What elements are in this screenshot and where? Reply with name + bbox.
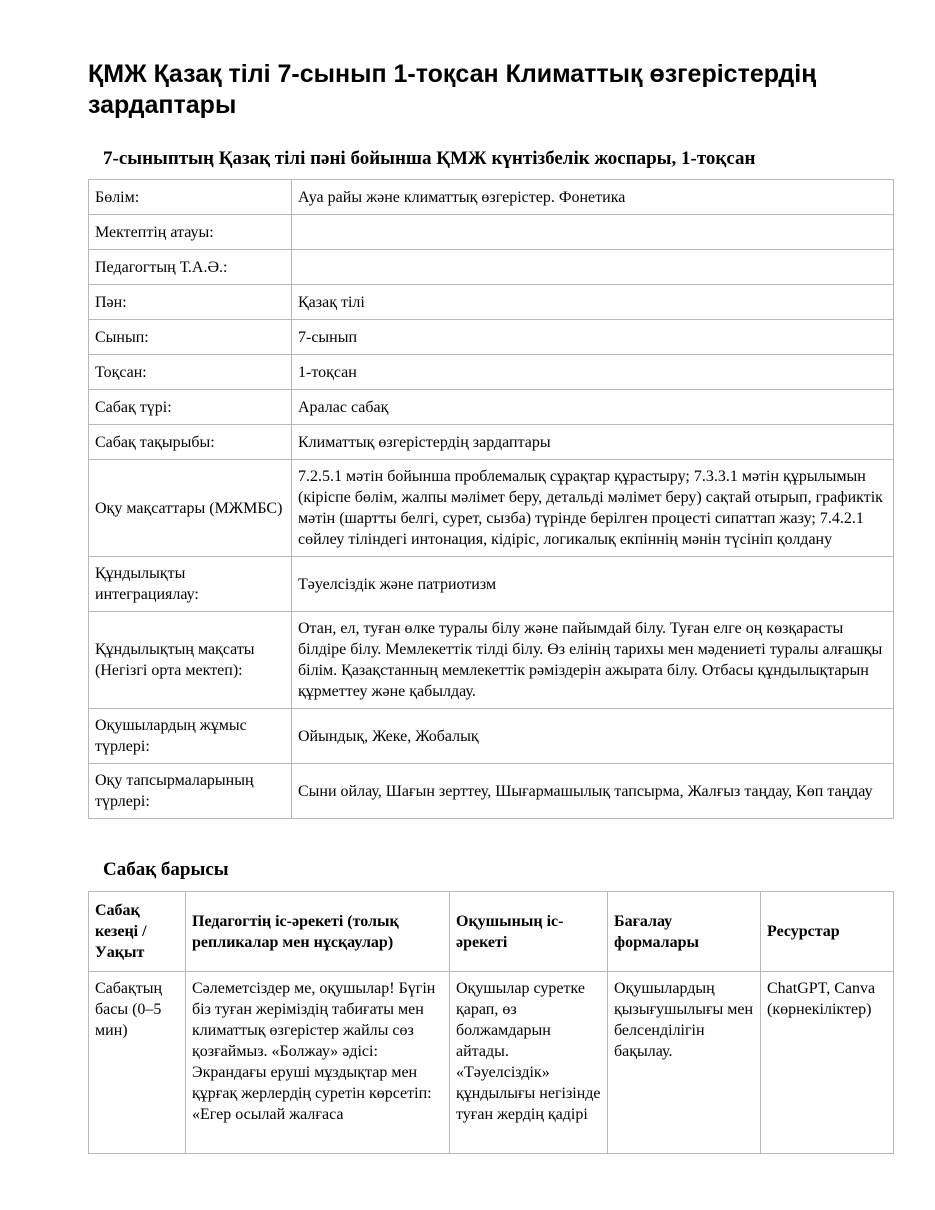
info-value: Ауа райы және климаттық өзгерістер. Фонетика <box>292 180 894 215</box>
stage-cell <box>89 972 186 1154</box>
teacher-activity-text: Сәлеметсіздер ме, оқушылар! Бүгін біз туған жеріміздің табиғаты мен климаттық өзгерістер жайлы сөз қозғаймыз. «Болжау» әдісі: Экрандағы еруші мұздықтар мен құрғақ жерлердің суретін көрсетіп: «Егер осылай жалғаса <box>192 980 436 1123</box>
info-row-value-integration <box>89 557 894 612</box>
info-row-section <box>89 180 894 215</box>
document-title: ҚМЖ Қазақ тілі 7-сынып 1-тоқсан Климаттық өзгерістердің зардаптары <box>88 60 817 119</box>
column-header-student-activity: Оқушының іс-әрекеті <box>450 892 608 972</box>
info-label: Құндылықтың мақсаты (Негізгі орта мектеп): <box>89 612 292 709</box>
stage-text: Сабақтың басы (0–5 мин) <box>95 980 163 1039</box>
info-value: 7.2.5.1 мәтін бойынша проблемалық сұрақтар құрастыру; 7.3.3.1 мәтін құрылымын (кіріспе бөлім, жалпы мәлімет беру, детальді мәлімет беру) сақтай отырып, графиктік мәтін (шартты белгі, сурет, сызба) түрінде берілген процесті сипаттап жазу; 7.4.2.1 сөйлеу тіліндегі интонация, кідіріс, логикалық екпіннің мәнін түсініп қолдану <box>292 460 894 557</box>
info-row-work-types <box>89 709 894 764</box>
lesson-progress-heading: Сабақ барысы <box>103 859 229 880</box>
info-label: Тоқсан: <box>89 355 292 390</box>
resources-cell <box>761 972 894 1154</box>
column-header-resources: Ресурстар <box>761 892 894 972</box>
info-value: Аралас сабақ <box>292 390 894 425</box>
info-label: Сабақ түрі: <box>89 390 292 425</box>
info-label: Мектептің атауы: <box>89 215 292 250</box>
info-row-grade <box>89 320 894 355</box>
column-header-assessment: Бағалау формалары <box>608 892 761 972</box>
student-activity-cell <box>450 972 608 1154</box>
info-label: Оқу тапсырмаларының түрлері: <box>89 764 292 819</box>
info-label: Сабақ тақырыбы: <box>89 425 292 460</box>
info-label: Бөлім: <box>89 180 292 215</box>
lesson-progress-table <box>88 891 894 1154</box>
info-value: 1-тоқсан <box>292 355 894 390</box>
info-row-learning-objectives <box>89 460 894 557</box>
info-row-lesson-type <box>89 390 894 425</box>
column-header-stage: Сабақ кезеңі / Уақыт <box>89 892 186 972</box>
info-value: Климаттық өзгерістердің зардаптары <box>292 425 894 460</box>
info-label: Оқу мақсаттары (МЖМБС) <box>89 460 292 557</box>
info-value <box>292 250 894 285</box>
resources-text: ChatGPT, Canva (көрнекіліктер) <box>767 980 876 1018</box>
info-value: 7-сынып <box>292 320 894 355</box>
info-value: Тәуелсіздік және патриотизм <box>292 557 894 612</box>
plan-heading: 7-сыныптың Қазақ тілі пәні бойынша ҚМЖ күнтізбелік жоспары, 1-тоқсан <box>103 148 756 169</box>
teacher-activity-cell <box>186 972 450 1154</box>
info-label: Пән: <box>89 285 292 320</box>
info-row-subject <box>89 285 894 320</box>
info-value: Ойындық, Жеке, Жобалық <box>292 709 894 764</box>
info-row-quarter <box>89 355 894 390</box>
info-value: Отан, ел, туған өлке туралы білу және пайымдай білу. Туған елге оң көзқарасты білдіре білу. Мемлекеттік тілді білу. Өз елінің тарихы мен мәдениеті туралы алғашқы білім. Қазақстанның мемлекеттік рәміздерін ажырата білу. Отбасы құндылықтарын құрметтеу және қабылдау. <box>292 612 894 709</box>
info-row-lesson-topic <box>89 425 894 460</box>
info-label: Педагогтың Т.А.Ә.: <box>89 250 292 285</box>
lesson-info-table <box>88 179 894 819</box>
assessment-text: Оқушылардың қызығушылығы мен белсенділігін бақылау. <box>614 980 754 1060</box>
info-row-task-types <box>89 764 894 819</box>
table-row <box>89 972 894 1154</box>
lesson-table-header-row <box>89 892 894 972</box>
assessment-cell <box>608 972 761 1154</box>
info-value <box>292 215 894 250</box>
info-label: Оқушылардың жұмыс түрлері: <box>89 709 292 764</box>
info-row-value-goal <box>89 612 894 709</box>
info-value: Қазақ тілі <box>292 285 894 320</box>
student-activity-text: Оқушылар суретке қарап, өз болжамдарын айтады. «Тәуелсіздік» құндылығы негізінде туған жердің қадірі <box>456 980 601 1123</box>
info-row-school <box>89 215 894 250</box>
column-header-teacher-activity: Педагогтің іс-әрекеті (толық репликалар мен нұсқаулар) <box>186 892 450 972</box>
info-label: Құндылықты интеграциялау: <box>89 557 292 612</box>
info-value: Сыни ойлау, Шағын зерттеу, Шығармашылық тапсырма, Жалғыз таңдау, Көп таңдау <box>292 764 894 819</box>
info-label: Сынып: <box>89 320 292 355</box>
info-row-teacher <box>89 250 894 285</box>
